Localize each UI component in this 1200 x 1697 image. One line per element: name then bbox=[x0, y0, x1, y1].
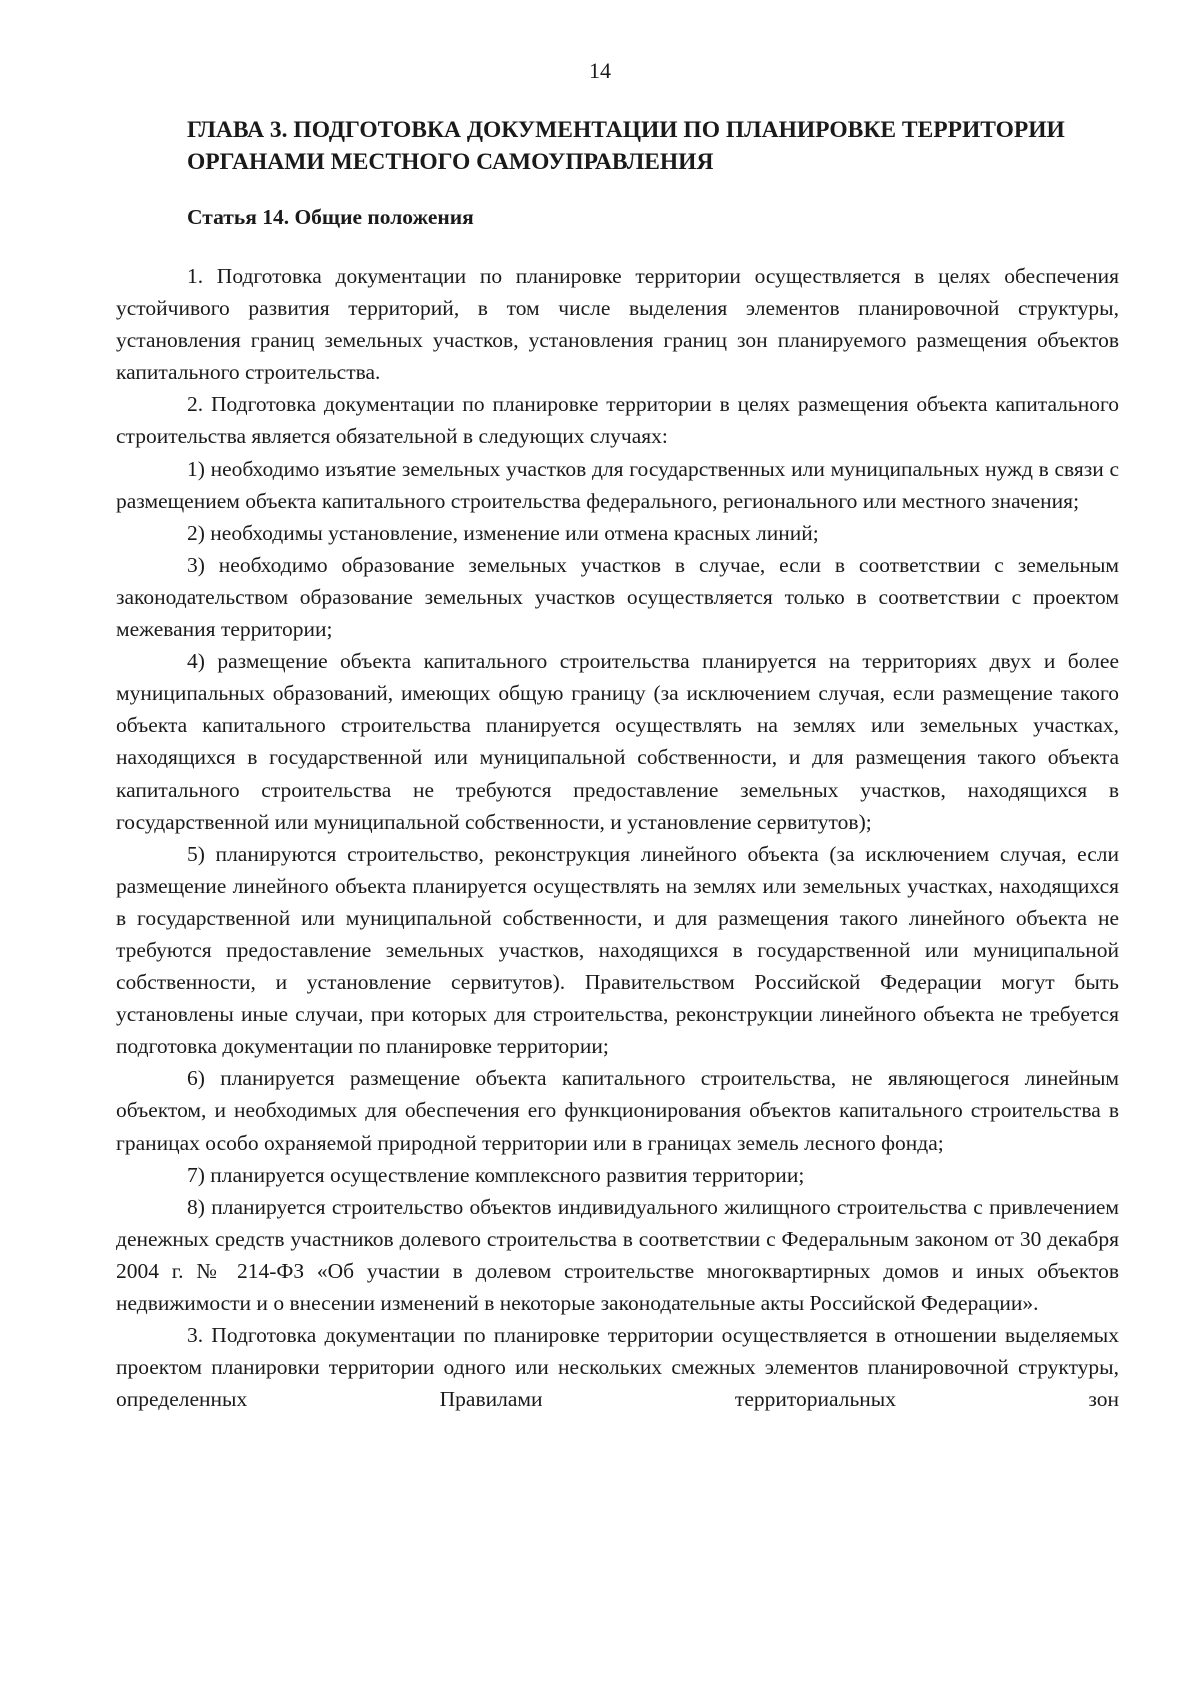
paragraph-1: 1. Подготовка документации по планировке территории осуществляется в целях обеспечения устойчивого развития территорий, в том числе выделения элементов планировочной структуры, установления границ земельных участков, установления границ зон планируемого размещения объектов капитального строительства. bbox=[116, 264, 1119, 385]
chapter-title-line-1: ГЛАВА 3. ПОДГОТОВКА ДОКУМЕНТАЦИИ ПО ПЛАНИРОВКЕ ТЕРРИТОРИИ bbox=[187, 117, 1065, 143]
list-item-8: 8) планируется строительство объектов индивидуального жилищного строительства с привлечением денежных средств участников долевого строительства в соответствии с Федеральным законом от 30 декабря 2004 г. № 214-ФЗ «Об участии в долевом строительстве многоквартирных домов и иных объектов недвижимости и о внесении изменений в некоторые законодательные акты Российской Федерации». bbox=[116, 1194, 1119, 1315]
article-body bbox=[116, 260, 1119, 1415]
list-item-6: 6) планируется размещение объекта капитального строительства, не являющегося линейным объектом, и необходимых для обеспечения его функционирования объектов капитального строительства в границах особо охраняемой природной территории или в границах земель лесного фонда; bbox=[116, 1066, 1119, 1155]
list-item-7: 7) планируется осуществление комплексного развития территории; bbox=[187, 1162, 805, 1187]
list-item-4: 4) размещение объекта капитального строительства планируется на территориях двух и более муниципальных образований, имеющих общую границу (за исключением случая, если размещение такого объекта капитального строительства планируется осуществлять на землях или земельных участках, находящихся в государственной или муниципальной собственности, и для размещения такого объекта капитального строительства не требуются предоставление земельных участков, находящихся в государственной или муниципальной собственности, и установление сервитутов); bbox=[116, 649, 1119, 834]
list-item-3: 3) необходимо образование земельных участков в случае, если в соответствии с земельным законодательством образование земельных участков осуществляется только в соответствии с проектом межевания территории; bbox=[116, 552, 1119, 642]
paragraph-3: 3. Подготовка документации по планировке территории осуществляется в отношении выделяемых проектом планировки территории одного или нескольких смежных элементов планировочной структуры, определенных Правилами территориальных зон bbox=[116, 1323, 1119, 1412]
chapter-title-line-2: ОРГАНАМИ МЕСТНОГО САМОУПРАВЛЕНИЯ bbox=[187, 149, 714, 175]
paragraph-2: 2. Подготовка документации по планировке территории в целях размещения объекта капитального строительства является обязательной в следующих случаях: bbox=[116, 392, 1119, 449]
article-title: Статья 14. Общие положения bbox=[187, 205, 474, 229]
list-item-1: 1) необходимо изъятие земельных участков для государственных или муниципальных нужд в связи с размещением объекта капитального строительства федерального, регионального или местного значения; bbox=[116, 456, 1119, 513]
page-number: 14 bbox=[589, 58, 611, 83]
list-item-5: 5) планируются строительство, реконструкция линейного объекта (за исключением случая, если размещение линейного объекта планируется осуществлять на землях или земельных участках, находящихся в государственной или муниципальной собственности, и для размещения такого линейного объекта не требуются предоставление земельных участков, находящихся в государственной или муниципальной собственности, и установление сервитутов). Правительством Российской Федерации могут быть установлены иные случаи, при которых для строительства, реконструкции линейного объекта не требуется подготовка документации по планировке территории; bbox=[116, 841, 1119, 1059]
list-item-2: 2) необходимы установление, изменение или отмена красных линий; bbox=[187, 520, 819, 545]
chapter-title bbox=[187, 114, 1119, 178]
